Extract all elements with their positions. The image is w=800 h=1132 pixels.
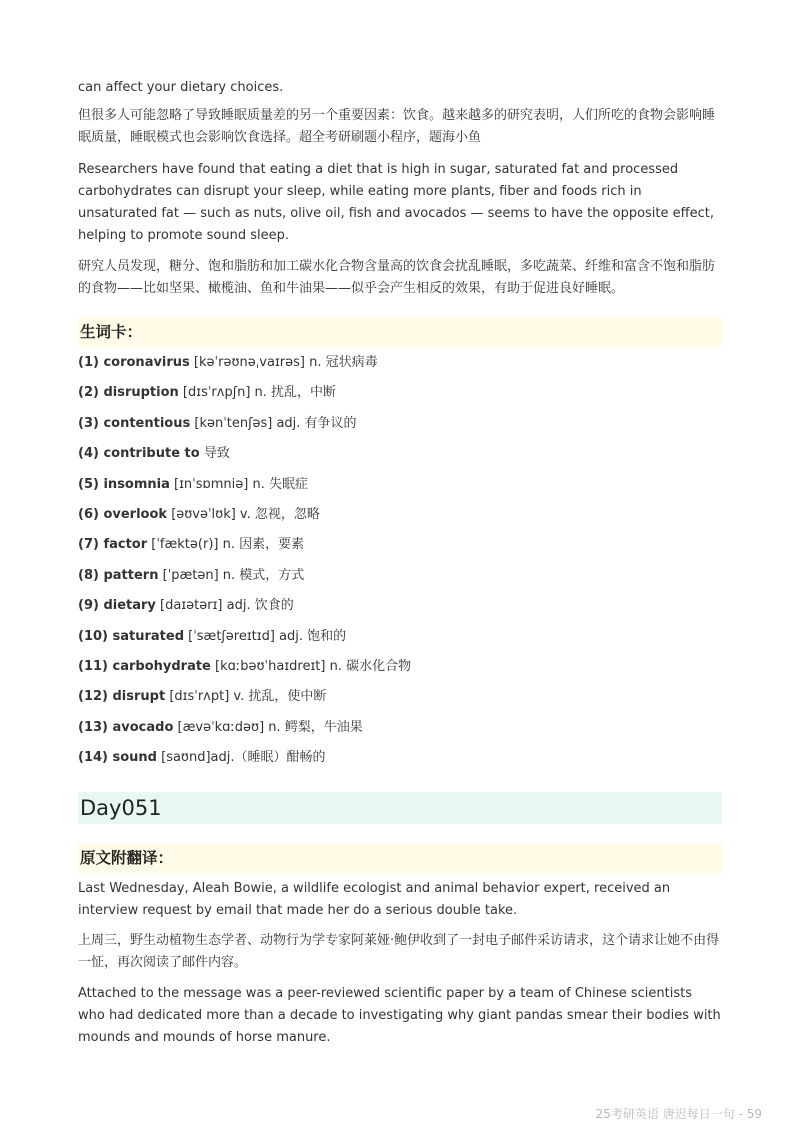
vocab-item: (13) avocado [ævəˈkɑːdəʊ] n. 鳄梨，牛油果 xyxy=(78,719,363,735)
paragraph-bottom-2: Attached to the message was a peer-reviewed scientific paper by a team of Chinese scientists who had dedicated more than a decade to investigating why giant pandas smear their bodies with mounds and mounds of horse manure. xyxy=(78,986,721,1045)
vocab-item: (14) sound [saʊnd]adj.（睡眠）酣畅的 xyxy=(78,750,326,766)
vocab-item: (10) saturated [ˈsætʃəreɪtɪd] adj. 饱和的 xyxy=(78,628,347,644)
paragraph-top-3: 研究人员发现，糖分、饱和脂肪和加工碳水化合物含量高的饮食会扰乱睡眠，多吃蔬菜、纤维和富含不饱和脂肪的食物——比如坚果、橄榄油、鱼和牛油果——似乎会产生相反的效果，有助于促进良好睡眠。 xyxy=(78,259,716,296)
translation-heading: 原文附翻译： xyxy=(78,843,722,873)
paragraph-top-1: 但很多人可能忽略了导致睡眠质量差的另一个重要因素：饮食。越来越多的研究表明，人们所吃的食物会影响睡眠质量，睡眠模式也会影响饮食选择。超全考研刷题小程序，题海小鱼 xyxy=(78,108,716,145)
vocab-item: (2) disruption [dɪsˈrʌpʃn] n. 扰乱，中断 xyxy=(78,385,337,401)
vocab-item: (6) overlook [əʊvəˈlʊk] v. 忽视，忽略 xyxy=(78,506,320,522)
page-footer: 25考研英语 唐迟每日一句 - 59 xyxy=(595,1107,762,1121)
vocab-item: (8) pattern [ˈpætən] n. 模式，方式 xyxy=(78,567,305,583)
vocab-item: (5) insomnia [ɪnˈsɒmniə] n. 失眠症 xyxy=(78,476,308,492)
vocab-heading: 生词卡： xyxy=(78,317,722,347)
vocab-item: (7) factor [ˈfæktə(r)] n. 因素，要素 xyxy=(78,537,305,553)
vocab-item: (11) carbohydrate [kɑːbəʊˈhaɪdreɪt] n. 碳水化合物 xyxy=(78,658,412,674)
paragraph-bottom-1: 上周三，野生动植物生态学者、动物行为学专家阿莱娅·鲍伊收到了一封电子邮件采访请求，这个请求让她不由得一怔，再次阅读了邮件内容。 xyxy=(78,933,720,970)
paragraph-top-2: Researchers have found that eating a diet that is high in sugar, saturated fat and processed carbohydrates can disrupt your sleep, while eating more plants, fiber and foods rich in unsaturated fat — such as nuts, olive oil, fish and avocados — seems to have the opposite effect, helping to promote sound sleep. xyxy=(78,162,714,243)
paragraph-bottom-0: Last Wednesday, Aleah Bowie, a wildlife ecologist and animal behavior expert, received an interview request by email that made her do a serious double take. xyxy=(78,881,671,918)
day-title: Day051 xyxy=(78,792,722,824)
vocab-item: (1) coronavirus [kəˈrəʊnəˌvaɪrəs] n. 冠状病毒 xyxy=(78,355,378,370)
vocab-item: (9) dietary [daɪətərɪ] adj. 饮食的 xyxy=(78,598,294,614)
vocab-item: (3) contentious [kənˈtenʃəs] adj. 有争议的 xyxy=(78,415,357,431)
paragraph-top-0: can affect your dietary choices. xyxy=(78,80,284,95)
vocab-list xyxy=(78,352,722,777)
vocab-item: (12) disrupt [dɪsˈrʌpt] v. 扰乱，使中断 xyxy=(78,689,327,705)
vocab-item: (4) contribute to 导致 xyxy=(78,446,230,462)
